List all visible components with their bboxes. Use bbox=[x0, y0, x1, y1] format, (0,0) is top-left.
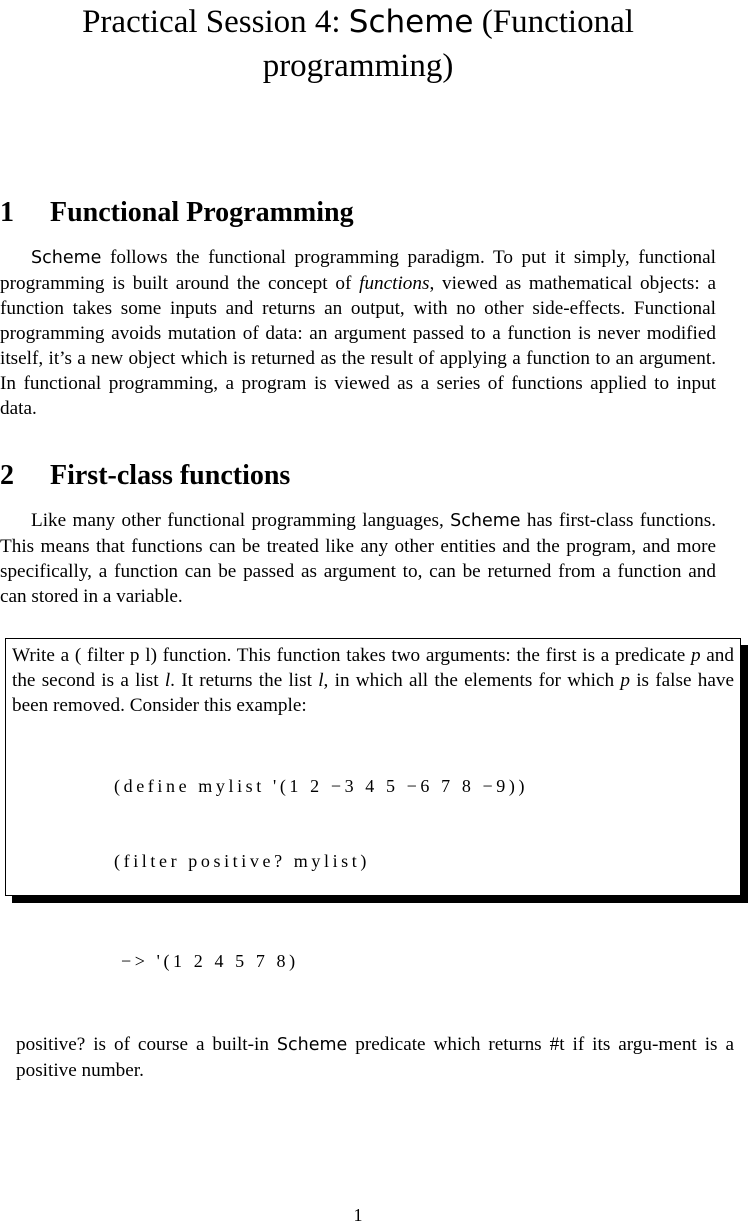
paragraph-text: follows the functional programming paradigm. To put it simply, functional programming is built around the concept of bbox=[0, 247, 716, 294]
paragraph-text: , viewed as mathematical objects: a function takes some inputs and returns an output, with no other side-effects. Functional programming avoids mutation of data: an argument passed to a function is never modified itself, it’s a new object which is returned as the result of applying a function to an argument. In functional programming, a program is viewed as a series of functions applied to input data. bbox=[0, 273, 716, 419]
section-heading bbox=[0, 460, 716, 492]
section-heading bbox=[0, 197, 716, 229]
code-line: (filter positive? mylist) bbox=[114, 851, 370, 871]
exercise-intro bbox=[12, 643, 734, 718]
exercise-box bbox=[5, 638, 741, 1081]
exercise-text: Write a ( filter p l) function. This function takes two arguments: the first is a predicate bbox=[12, 645, 691, 666]
emphasis-text: functions bbox=[359, 273, 430, 294]
exercise-text: . It returns the list bbox=[170, 670, 319, 691]
exercise-text: is false have been removed. Consider this example: bbox=[12, 670, 734, 716]
variable-l: l bbox=[318, 670, 324, 691]
section-first-class-functions bbox=[0, 460, 716, 609]
variable-p: p bbox=[620, 670, 630, 691]
paragraph-text: has first-class functions. This means that functions can be treated like any other entities and the program, and more specifically, a function can be passed as argument to, can be returned from a function and can stored in a variable. bbox=[0, 510, 716, 607]
title-prefix: Practical Session 4: bbox=[82, 4, 349, 40]
section-title: First-class functions bbox=[50, 460, 291, 491]
exercise-outro bbox=[16, 1032, 734, 1083]
language-name: Scheme bbox=[31, 248, 102, 268]
section-functional-programming bbox=[0, 197, 716, 421]
section-number: 2 bbox=[0, 460, 14, 491]
section-number: 1 bbox=[0, 197, 14, 228]
section-paragraph bbox=[0, 245, 716, 421]
code-example bbox=[114, 724, 734, 1024]
code-result: −> '(1 2 4 5 7 8) bbox=[121, 951, 299, 971]
page-title bbox=[0, 0, 716, 88]
title-language: Scheme bbox=[348, 4, 474, 40]
exercise-text: and the second is a list bbox=[12, 645, 734, 691]
variable-l: l bbox=[164, 670, 171, 691]
section-title: Functional Programming bbox=[50, 197, 354, 228]
language-name: Scheme bbox=[276, 1035, 348, 1055]
variable-p: p bbox=[690, 645, 701, 666]
section-paragraph bbox=[0, 508, 716, 609]
paragraph-text: Like many other functional programming languages, bbox=[31, 510, 451, 531]
exercise-text: positive? is of course a built-in bbox=[16, 1034, 277, 1055]
title-suffix: (Functional programming) bbox=[262, 4, 634, 84]
code-line: (define mylist '(1 2 −3 4 5 −6 7 8 −9)) bbox=[114, 776, 529, 796]
exercise-text: predicate which returns #t if its argu-ment is a positive number. bbox=[16, 1034, 734, 1081]
language-name: Scheme bbox=[450, 511, 521, 531]
page-number: 1 bbox=[353, 1205, 363, 1225]
exercise-text: , in which all the elements for which bbox=[323, 670, 621, 691]
